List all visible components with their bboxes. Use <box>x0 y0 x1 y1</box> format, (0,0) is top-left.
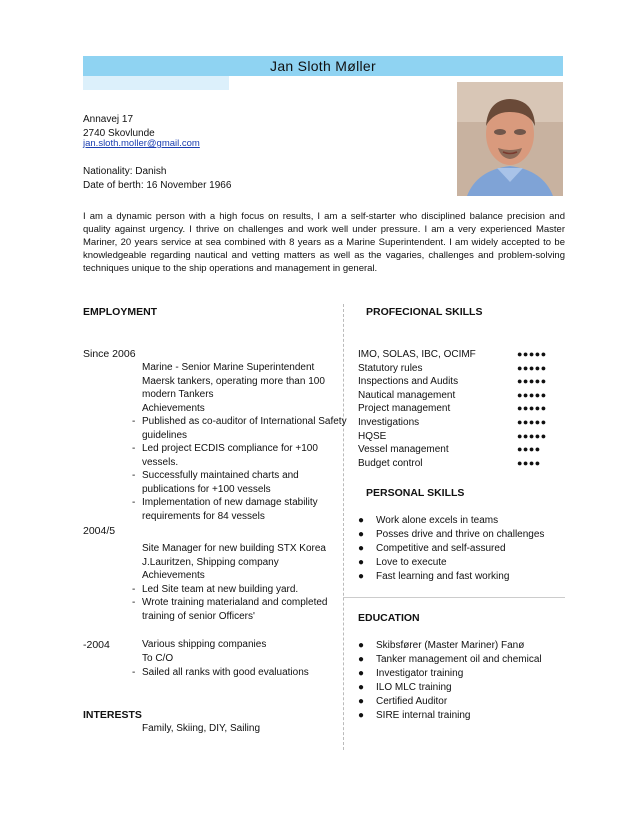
bullet-dash: - <box>132 497 136 508</box>
list-item: ● Skibsfører (Master Mariner) Fanø <box>358 640 525 651</box>
bullet-dash: - <box>132 443 136 454</box>
bullet-icon: ● <box>358 515 365 526</box>
list-item: ● ILO MLC training <box>358 682 452 693</box>
job1-achievement: vessels. <box>142 456 179 468</box>
job3-line: To C/O <box>142 653 174 664</box>
skill-rating: ●●●●● <box>517 362 547 373</box>
job1-achievement: Published as co-auditor of International Safety <box>142 416 347 427</box>
bullet-dash: - <box>132 416 136 427</box>
bullet-dash: - <box>132 597 136 608</box>
banner-accent <box>83 76 229 90</box>
bullet-icon: ● <box>358 710 365 721</box>
skill-name: Inspections and Audits <box>358 376 459 388</box>
list-item: ● Work alone excels in teams <box>358 515 499 526</box>
bullet-dash: - <box>132 583 136 595</box>
skill-rating: ●●●● <box>517 457 541 468</box>
skill-name: Project management <box>358 403 451 415</box>
skill-name: Nautical management <box>358 389 456 401</box>
address-city: 2740 Skovlunde <box>83 128 155 139</box>
skill-name: IMO, SOLAS, IBC, OCIMF <box>358 349 476 360</box>
date-of-birth: Date of berth: 16 November 1966 <box>83 180 232 191</box>
bullet-icon: ● <box>358 529 365 540</box>
personal-skills-heading: PERSONAL SKILLS <box>366 487 465 499</box>
column-divider <box>343 304 344 750</box>
job1-line: modern Tankers <box>142 389 214 400</box>
name-banner <box>83 56 563 76</box>
job2-line: Site Manager for new building STX Korea <box>142 543 326 554</box>
job2-period: 2004/5 <box>83 525 116 537</box>
skill-rating: ●●●●● <box>517 430 547 441</box>
interests-heading: INTERESTS <box>83 709 142 721</box>
job3-line: Various shipping companies <box>142 639 267 650</box>
job3-period: -2004 <box>83 639 110 651</box>
bullet-icon: ● <box>358 640 365 651</box>
address-street: Annavej 17 <box>83 114 134 125</box>
interests-text: Family, Skiing, DIY, Sailing <box>142 723 261 734</box>
employment-heading: EMPLOYMENT <box>83 306 158 318</box>
education-heading: EDUCATION <box>358 612 420 624</box>
job1-line: Achievements <box>142 402 205 414</box>
person-portrait-icon <box>457 82 563 196</box>
skill-rating: ●●●●● <box>517 417 547 427</box>
list-item: ● Competitive and self-assured <box>358 543 506 554</box>
job2-line: Achievements <box>142 570 205 581</box>
summary-paragraph: I am a dynamic person with a high focus on results, I am a self-starter who disciplined balance precision and quality against urgency. I thrive on challenges and work well under pressure. I am a very experienced Master Mariner, 20 years service at sea combined with 8 years as a Marine Superintendent. I am widely accepted to be knowledgeable regarding nautical and vetting matters as well as the vagaries, challenges and problem-solving techniques unique to the ship operations and management in general. <box>83 211 565 274</box>
nationality: Nationality: Danish <box>83 166 167 177</box>
skill-name: Investigations <box>358 417 420 428</box>
job1-achievement: Successfully maintained charts and <box>142 470 299 481</box>
list-item: ● SIRE internal training <box>358 710 471 721</box>
bullet-icon: ● <box>358 668 365 679</box>
bullet-icon: ● <box>358 557 365 568</box>
skill-name: HQSE <box>358 430 387 442</box>
job2-achievement: Wrote training materialand and completed <box>142 597 328 608</box>
job1-line: Maersk tankers, operating more than 100 <box>142 375 325 387</box>
bullet-icon: ● <box>358 682 365 693</box>
skill-rating: ●●●●● <box>517 403 547 414</box>
job1-line: Marine - Senior Marine Superintendent <box>142 362 315 373</box>
job2-line: J.Lauritzen, Shipping company <box>142 556 279 568</box>
skill-rating: ●●●●● <box>517 349 547 359</box>
skill-rating: ●●●●● <box>517 376 547 387</box>
skill-name: Statutory rules <box>358 362 423 374</box>
job1-achievement: Implementation of new damage stability <box>142 497 318 508</box>
skill-name: Vessel management <box>358 444 449 456</box>
skill-name: Budget control <box>358 457 423 469</box>
email-link[interactable]: jan.sloth.moller@gmail.com <box>83 138 200 149</box>
job2-achievement: training of senior Officers' <box>142 610 255 622</box>
bullet-icon: ● <box>358 696 365 707</box>
education-divider <box>343 597 565 598</box>
job1-achievement: Led project ECDIS compliance for +100 <box>142 443 318 454</box>
list-item: ● Posses drive and thrive on challenges <box>358 529 545 540</box>
job1-achievement: requirements for 84 vessels <box>142 510 265 522</box>
list-item: ● Certified Auditor <box>358 696 448 707</box>
person-name: Jan Sloth Møller <box>270 58 376 74</box>
bullet-dash: - <box>132 470 136 481</box>
list-item: ● Fast learning and fast working <box>358 571 510 582</box>
prof-skills-heading: PROFECIONAL SKILLS <box>366 306 483 318</box>
profile-photo <box>457 82 563 196</box>
bullet-icon: ● <box>358 654 365 665</box>
list-item: ● Tanker management oil and chemical <box>358 654 542 665</box>
job3-achievement: Sailed all ranks with good evaluations <box>142 667 309 678</box>
job1-period: Since 2006 <box>83 348 136 360</box>
job2-achievement: Led Site team at new building yard. <box>142 583 299 595</box>
bullet-dash: - <box>132 667 136 678</box>
list-item: ● Love to execute <box>358 557 447 568</box>
bullet-icon: ● <box>358 571 365 582</box>
job1-achievement: guidelines <box>142 429 188 441</box>
bullet-icon: ● <box>358 543 365 554</box>
skill-rating: ●●●● <box>517 444 541 455</box>
list-item: ● Investigator training <box>358 668 464 679</box>
skill-rating: ●●●●● <box>517 389 547 400</box>
job1-achievement: publications for +100 vessels <box>142 483 271 495</box>
